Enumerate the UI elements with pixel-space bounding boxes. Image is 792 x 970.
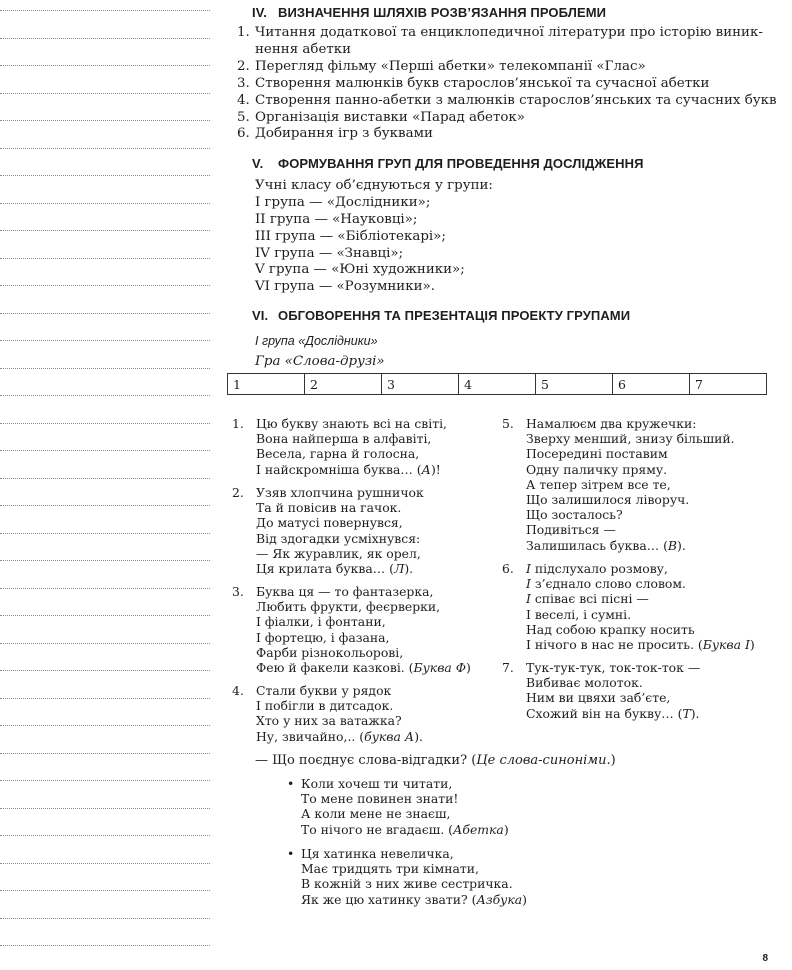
grid-cell: 4 xyxy=(459,374,536,395)
bullet-icon: • xyxy=(287,846,295,861)
note-line xyxy=(0,643,210,644)
note-line xyxy=(0,93,210,94)
note-line xyxy=(0,203,210,204)
group-label: І група «Дослідники» xyxy=(255,334,378,348)
list-item: 6. Добирання ігр з буквами xyxy=(237,126,433,141)
note-line xyxy=(0,340,210,341)
note-line xyxy=(0,808,210,809)
section-4-heading xyxy=(252,5,606,20)
list-item: 5. Організація виставки «Парад абеток» xyxy=(237,110,525,125)
group-line: ІІ група — «Науковці»; xyxy=(255,212,418,227)
riddle-4: 4. Стали букви у рядок І побігли в дитсадок. Хто у них за ватажка? Ну, звичайно,.. (буква А). xyxy=(232,683,423,744)
note-line xyxy=(0,725,210,726)
summary-question: — Що поєднує слова-відгадки? (Це слова-синоніми.) xyxy=(255,753,616,768)
section-6-heading xyxy=(252,308,630,323)
note-line xyxy=(0,945,210,946)
note-line xyxy=(0,478,210,479)
answer-grid xyxy=(227,373,767,395)
groups-intro: Учні класу об’єднуються у групи: xyxy=(255,178,493,193)
note-line xyxy=(0,313,210,314)
page-number: 8 xyxy=(762,953,768,964)
riddle-6: 6. І підслухало розмову, І з’єднало слово словом. І співає всі пісні — І веселі, і сумні. Над собою крапку носить І нічого в нас не просить. (Буква І) xyxy=(502,561,755,653)
section-5-number: V. xyxy=(252,156,264,171)
bullet-icon: • xyxy=(287,776,295,791)
note-line xyxy=(0,395,210,396)
note-line xyxy=(0,670,210,671)
note-line xyxy=(0,368,210,369)
note-line xyxy=(0,38,210,39)
note-line xyxy=(0,10,210,11)
group-line: І група — «Дослідники»; xyxy=(255,195,431,210)
notes-column xyxy=(0,0,212,970)
list-item: 1. Читання додаткової та енциклопедичної літератури про історію виник- xyxy=(237,25,763,40)
note-line xyxy=(0,258,210,259)
section-6-number: VІ. xyxy=(252,308,269,323)
grid-cell: 2 xyxy=(305,374,382,395)
riddle-1: 1. Цю букву знають всі на світі, Вона найперша в алфавіті, Весела, гарна й голосна, І найскромніша буква… (А)! xyxy=(232,416,447,477)
list-item: 2. Перегляд фільму «Перші абетки» телекомпанії «Глас» xyxy=(237,59,646,74)
note-line xyxy=(0,533,210,534)
note-line xyxy=(0,148,210,149)
group-line: ІV група — «Знавці»; xyxy=(255,246,404,261)
riddle-5: 5. Намалюєм два кружечки: Зверху менший, знизу більший. Посередині поставим Одну паличку пряму. А тепер зітрем все те, Що залишилося ліворуч. Що зосталось? Подивіться — Залишилась буква… (В). xyxy=(502,416,735,553)
section-6-title: ОБГОВОРЕННЯ ТА ПРЕЗЕНТАЦІЯ ПРОЕКТУ ГРУПАМИ xyxy=(278,308,631,323)
section-4-title: ВИЗНАЧЕННЯ ШЛЯХІВ РОЗВ’ЯЗАННЯ ПРОБЛЕМИ xyxy=(278,5,607,20)
section-5-title: ФОРМУВАННЯ ГРУП ДЛЯ ПРОВЕДЕННЯ ДОСЛІДЖЕННЯ xyxy=(278,156,644,171)
list-item: 4. Створення панно-абетки з малюнків старослов’янських та сучасних букв xyxy=(237,93,777,108)
note-line xyxy=(0,863,210,864)
grid-cell: 3 xyxy=(382,374,459,395)
note-line xyxy=(0,615,210,616)
section-5-heading xyxy=(252,156,644,171)
group-line: ІІІ група — «Бібліотекарі»; xyxy=(255,229,446,244)
note-line xyxy=(0,588,210,589)
note-line xyxy=(0,120,210,121)
note-line xyxy=(0,450,210,451)
group-line: VІ група — «Розумники». xyxy=(255,279,435,294)
grid-cell: 6 xyxy=(613,374,690,395)
riddle-2: 2. Узяв хлопчина рушничок Та й повісив на гачок. До матусі повернувся, Від здогадки усміхнувся: — Як журавлик, як орел, Ця крилата буква… (Л). xyxy=(232,485,424,577)
note-line xyxy=(0,65,210,66)
note-line xyxy=(0,698,210,699)
group-line: V група — «Юні художники»; xyxy=(255,262,465,277)
riddle-3: 3. Буква ця — то фантазерка, Любить фрукти, феєрверки, І фіалки, і фонтани, І фортецю, і фазана, Фарби різнокольорові, Фею й факели казкові. (Буква Ф) xyxy=(232,584,471,676)
game-title: Гра «Слова-друзі» xyxy=(255,354,385,369)
grid-cell: 7 xyxy=(690,374,767,395)
note-line xyxy=(0,890,210,891)
note-line xyxy=(0,560,210,561)
bullet-riddle-1: • Коли хочеш ти читати, То мене повинен знати! А коли мене не знаєш, То нічого не вгадаєш. (Абетка) xyxy=(287,776,509,837)
note-line xyxy=(0,780,210,781)
grid-cell: 5 xyxy=(536,374,613,395)
note-line xyxy=(0,175,210,176)
section-4-number: IV. xyxy=(252,5,268,20)
list-item-continuation: нення абетки xyxy=(255,42,352,57)
grid-cell: 1 xyxy=(228,374,305,395)
note-line xyxy=(0,230,210,231)
riddle-7: 7. Тук-тук-тук, ток-ток-ток — Вибиває молоток. Ним ви цвяхи заб’єте, Схожий він на букву… (Т). xyxy=(502,660,701,721)
note-line xyxy=(0,285,210,286)
note-line xyxy=(0,505,210,506)
note-line xyxy=(0,753,210,754)
note-line xyxy=(0,835,210,836)
note-line xyxy=(0,423,210,424)
bullet-riddle-2: • Ця хатинка невеличка, Має тридцять три кімнати, В кожній з них живе сестричка. Як же цю хатинку звати? (Азбука) xyxy=(287,846,527,907)
note-line xyxy=(0,918,210,919)
list-item: 3. Створення малюнків букв старослов’янської та сучасної абетки xyxy=(237,76,710,91)
